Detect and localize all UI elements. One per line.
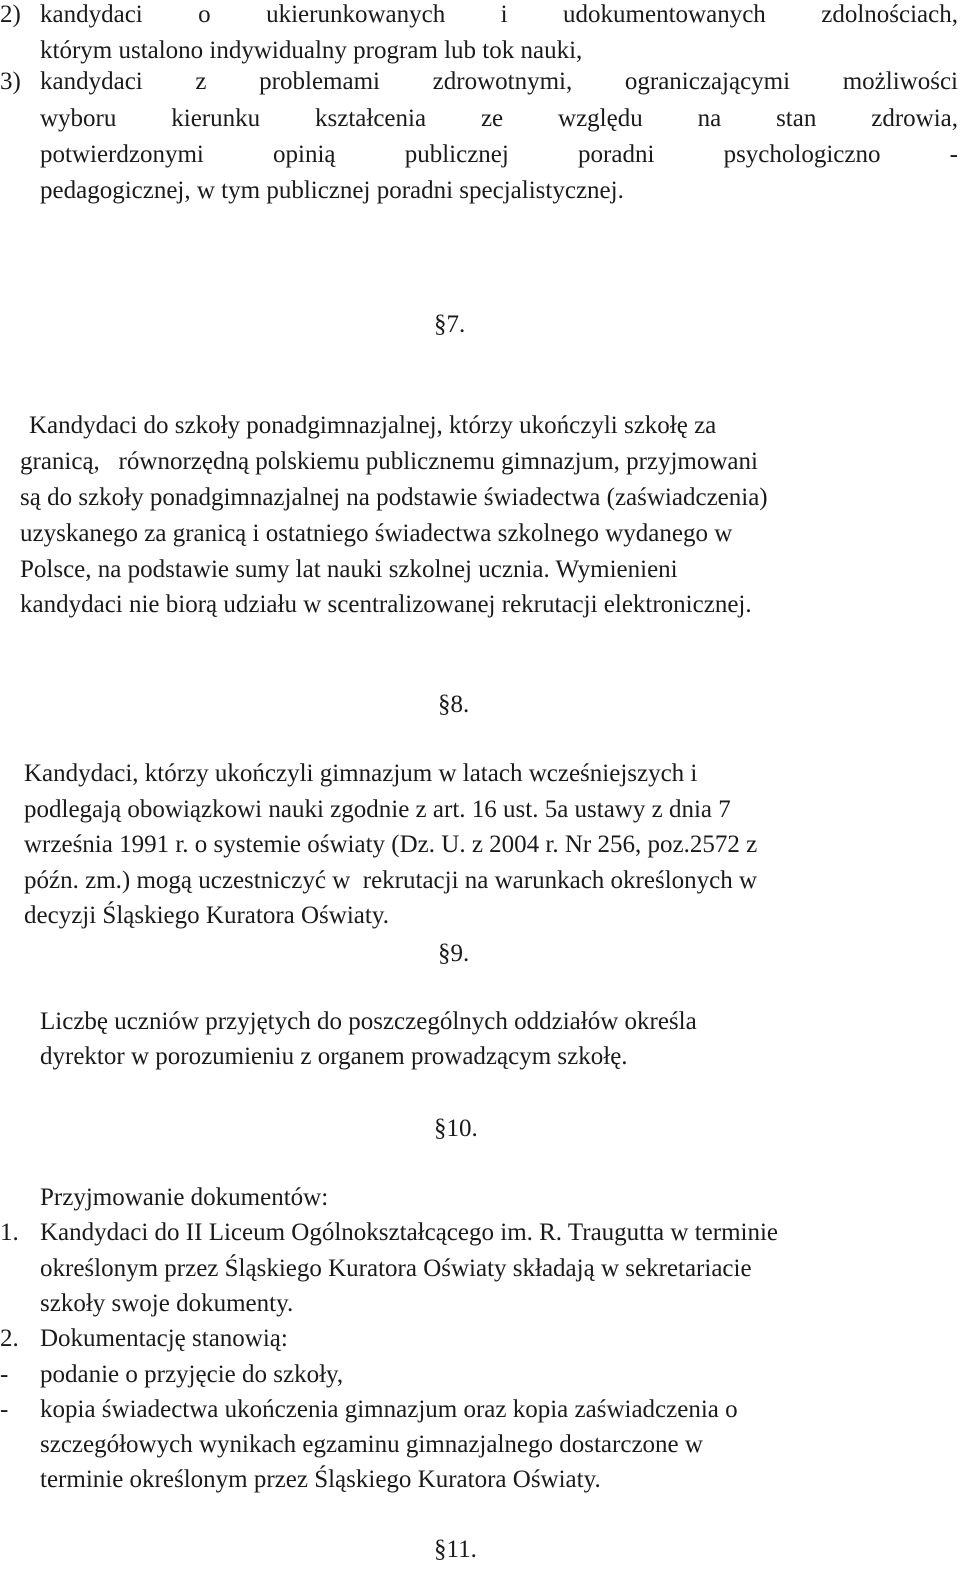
paragraph-line: Kandydaci, którzy ukończyli gimnazjum w latach wcześniejszych i <box>24 760 698 787</box>
list-item-3-line: wyboru kierunku kształcenia ze względu na stan zdrowia, <box>40 105 958 132</box>
bullet-line: podanie o przyjęcie do szkoły, <box>40 1361 344 1388</box>
paragraph-line: kandydaci nie biorą udziału w scentralizowanej rekrutacji elektronicznej. <box>20 591 752 618</box>
list-intro: Przyjmowanie dokumentów: <box>40 1184 329 1211</box>
paragraph-line: decyzji Śląskiego Kuratora Oświaty. <box>24 902 389 929</box>
dash-bullet: - <box>0 1396 9 1423</box>
list-item-2-line: kandydaci o ukierunkowanych i udokumentowanych zdolnościach, <box>40 1 958 28</box>
paragraph-line: granicą, równorzędną polskiemu publicznemu gimnazjum, przyjmowani <box>20 448 758 475</box>
list-item-1-line: szkoły swoje dokumenty. <box>40 1290 294 1317</box>
list-item-2-line: którym ustalono indywidualny program lub tok nauki, <box>40 37 583 64</box>
list-item-2-line: Dokumentację stanowią: <box>40 1325 288 1352</box>
section-heading: §7. <box>434 311 466 338</box>
list-item-1-line: określonym przez Śląskiego Kuratora Oświaty składają w sekretariacie <box>40 1255 752 1282</box>
bullet-line: szczegółowych wynikach egzaminu gimnazjalnego dostarczone w <box>40 1431 703 1458</box>
section-heading: §10. <box>434 1115 478 1142</box>
dash-bullet: - <box>0 1361 9 1388</box>
list-item-2-label: 2. <box>0 1325 19 1352</box>
paragraph-line: września 1991 r. o systemie oświaty (Dz. U. z 2004 r. Nr 256, poz.2572 z <box>24 831 758 858</box>
list-item-3-line: kandydaci z problemami zdrowotnymi, ograniczającymi możliwości <box>40 68 958 95</box>
paragraph-line: są do szkoły ponadgimnazjalnej na podstawie świadectwa (zaświadczenia) <box>20 484 768 511</box>
list-item-1-line: Kandydaci do II Liceum Ogólnokształcącego im. R. Traugutta w terminie <box>40 1219 779 1246</box>
paragraph-line: uzyskanego za granicą i ostatniego świadectwa szkolnego wydanego w <box>20 520 733 547</box>
bullet-line: terminie określonym przez Śląskiego Kuratora Oświaty. <box>40 1466 601 1493</box>
list-item-1-label: 1. <box>0 1219 19 1246</box>
paragraph-line: Polsce, na podstawie sumy lat nauki szkolnej ucznia. Wymienieni <box>20 556 678 583</box>
list-item-3-line: pedagogicznej, w tym publicznej poradni specjalistycznej. <box>40 177 624 204</box>
paragraph-line: późn. zm.) mogą uczestniczyć w rekrutacji na warunkach określonych w <box>24 867 758 894</box>
paragraph-line: dyrektor w porozumieniu z organem prowadzącym szkołę. <box>40 1043 628 1070</box>
list-item-3-label: 3) <box>0 68 21 95</box>
section-heading: §9. <box>438 940 470 967</box>
list-item-3-line: potwierdzonymi opinią publicznej poradni psychologiczno - <box>40 141 958 168</box>
section-heading: §11. <box>434 1536 477 1563</box>
bullet-line: kopia świadectwa ukończenia gimnazjum oraz kopia zaświadczenia o <box>40 1396 738 1423</box>
paragraph-line: Kandydaci do szkoły ponadgimnazjalnej, którzy ukończyli szkołę za <box>29 412 717 439</box>
paragraph-line: podlegają obowiązkowi nauki zgodnie z art. 16 ust. 5a ustawy z dnia 7 <box>24 796 731 823</box>
paragraph-line: Liczbę uczniów przyjętych do poszczególnych oddziałów określa <box>40 1008 697 1035</box>
list-item-2-label: 2) <box>0 1 21 28</box>
section-heading: §8. <box>438 691 470 718</box>
